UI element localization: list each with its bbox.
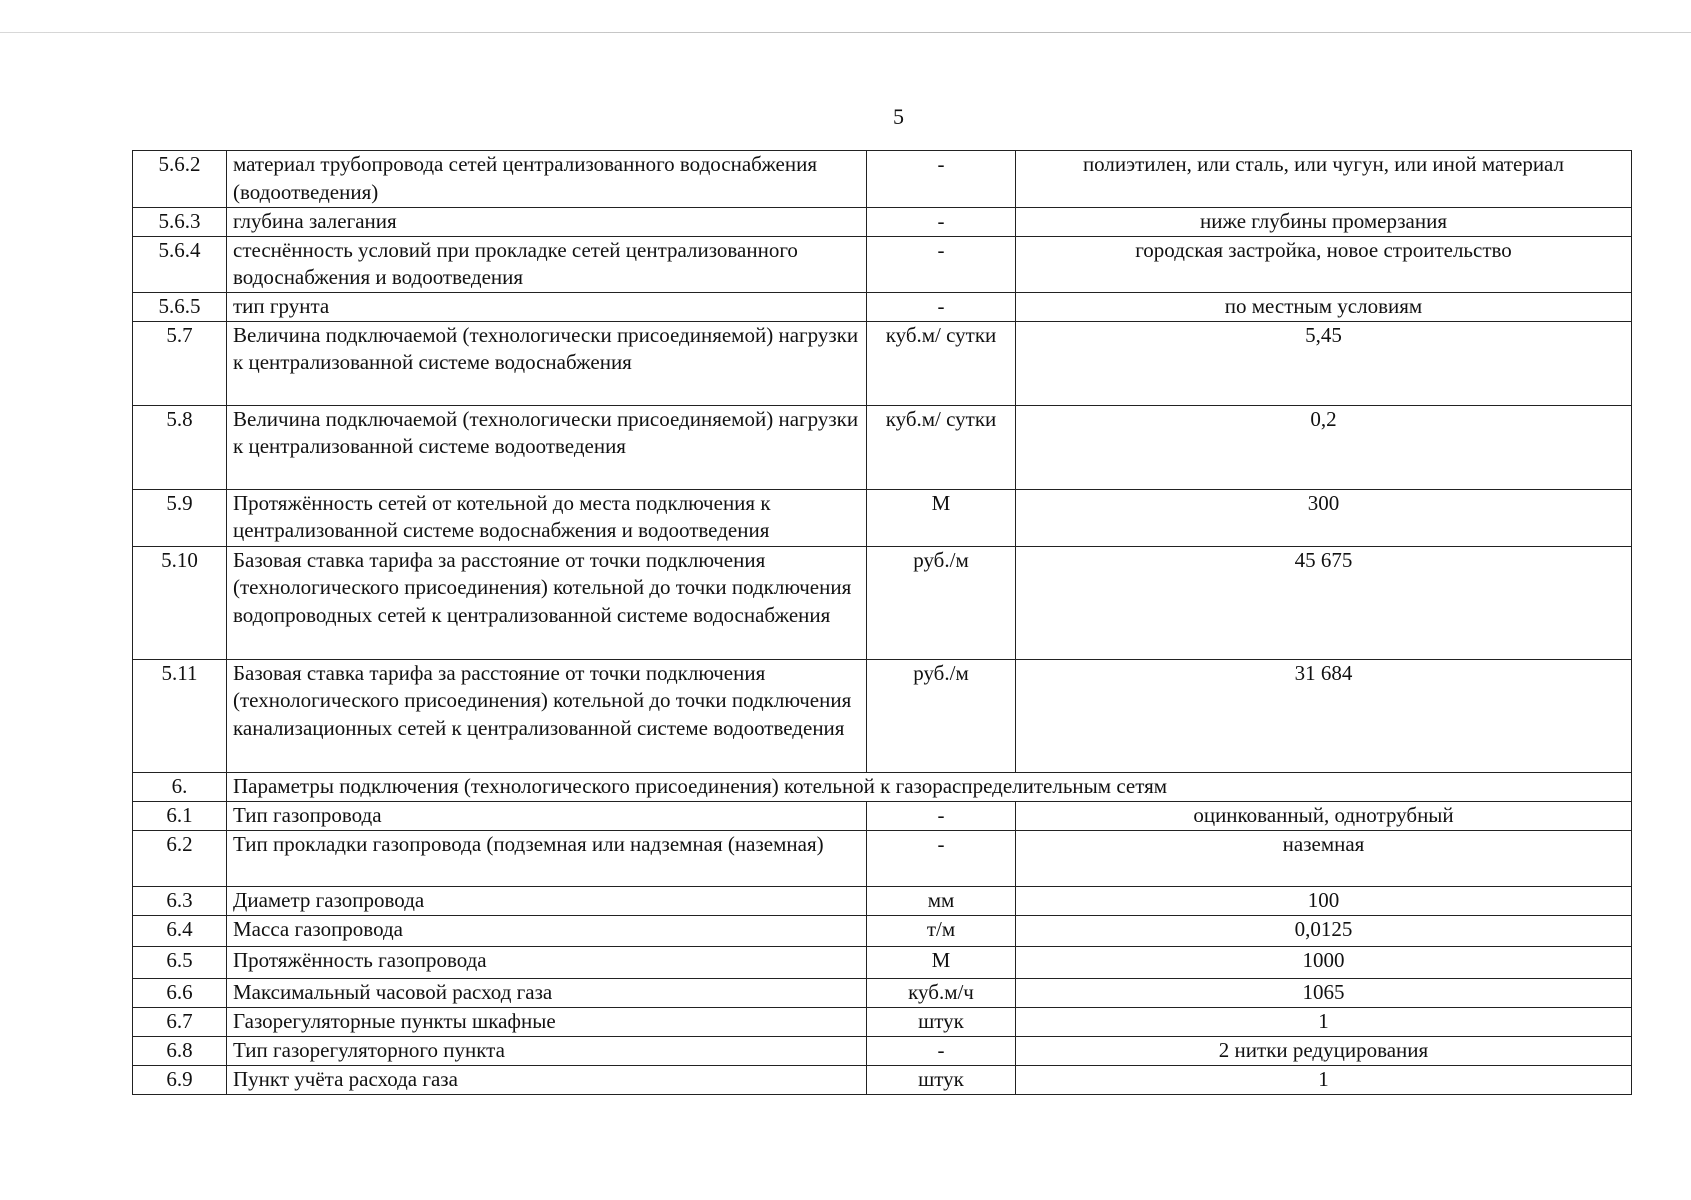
row-number: 6.5 — [133, 946, 227, 978]
table-row — [133, 915, 1632, 946]
row-unit: - — [867, 208, 1016, 237]
section-row — [133, 772, 1632, 801]
row-name: Базовая ставка тарифа за расстояние от точки подключения (технологического присоединения) котельной до точки подключения водопроводных сетей к централизованной системе водоснабжения — [227, 546, 867, 659]
row-number: 6.7 — [133, 1007, 227, 1036]
row-number: 6.4 — [133, 915, 227, 946]
row-number: 6.6 — [133, 978, 227, 1007]
table-row — [133, 292, 1632, 321]
row-value: 1 — [1016, 1065, 1632, 1094]
table-row — [133, 1036, 1632, 1065]
table-row — [133, 946, 1632, 978]
section-number: 6. — [133, 772, 227, 801]
row-value: городская застройка, новое строительство — [1016, 236, 1632, 292]
row-value: 31 684 — [1016, 659, 1632, 772]
table-row — [133, 978, 1632, 1007]
row-name: стеснённость условий при прокладке сетей централизованного водоснабжения и водоотведения — [227, 236, 867, 292]
row-number: 5.6.4 — [133, 236, 227, 292]
section-title: Параметры подключения (технологического присоединения) котельной к газораспределительным сетям — [227, 772, 1632, 801]
row-unit: - — [867, 830, 1016, 886]
row-value: 5,45 — [1016, 321, 1632, 405]
table-row — [133, 489, 1632, 546]
row-unit: руб./м — [867, 659, 1016, 772]
table-row — [133, 659, 1632, 772]
row-value: наземная — [1016, 830, 1632, 886]
row-name: Масса газопровода — [227, 915, 867, 946]
row-value: 0,2 — [1016, 405, 1632, 489]
row-unit: - — [867, 151, 1016, 208]
table-row — [133, 546, 1632, 659]
row-number: 5.7 — [133, 321, 227, 405]
row-value: по местным условиям — [1016, 292, 1632, 321]
row-number: 5.6.5 — [133, 292, 227, 321]
row-name: Максимальный часовой расход газа — [227, 978, 867, 1007]
row-name: Газорегуляторные пункты шкафные — [227, 1007, 867, 1036]
row-unit: - — [867, 801, 1016, 830]
row-number: 6.2 — [133, 830, 227, 886]
table-row — [133, 1065, 1632, 1094]
row-unit: М — [867, 489, 1016, 546]
row-name: Тип газопровода — [227, 801, 867, 830]
row-unit: куб.м/ сутки — [867, 405, 1016, 489]
row-name: Диаметр газопровода — [227, 886, 867, 915]
row-value: 300 — [1016, 489, 1632, 546]
row-unit: мм — [867, 886, 1016, 915]
row-name: глубина залегания — [227, 208, 867, 237]
table-row — [133, 1007, 1632, 1036]
table-row — [133, 801, 1632, 830]
row-name: Протяжённость газопровода — [227, 946, 867, 978]
row-number: 5.11 — [133, 659, 227, 772]
row-unit: т/м — [867, 915, 1016, 946]
parameters-table — [132, 150, 1632, 1095]
scan-edge-line — [0, 32, 1691, 33]
table-row — [133, 405, 1632, 489]
row-value: ниже глубины промерзания — [1016, 208, 1632, 237]
row-number: 5.6.3 — [133, 208, 227, 237]
row-unit: штук — [867, 1007, 1016, 1036]
row-name: Величина подключаемой (технологически присоединяемой) нагрузки к централизованной системе водоснабжения — [227, 321, 867, 405]
row-name: Тип газорегуляторного пункта — [227, 1036, 867, 1065]
row-number: 5.9 — [133, 489, 227, 546]
row-name: Протяжённость сетей от котельной до места подключения к централизованной системе водоснабжения и водоотведения — [227, 489, 867, 546]
row-number: 5.10 — [133, 546, 227, 659]
row-value: 1065 — [1016, 978, 1632, 1007]
row-name: тип грунта — [227, 292, 867, 321]
row-number: 5.6.2 — [133, 151, 227, 208]
row-unit: - — [867, 292, 1016, 321]
row-unit: куб.м/ сутки — [867, 321, 1016, 405]
row-number: 5.8 — [133, 405, 227, 489]
row-value: полиэтилен, или сталь, или чугун, или иной материал — [1016, 151, 1632, 208]
row-number: 6.3 — [133, 886, 227, 915]
table-row — [133, 151, 1632, 208]
row-unit: руб./м — [867, 546, 1016, 659]
row-unit: штук — [867, 1065, 1016, 1094]
row-name: Тип прокладки газопровода (подземная или надземная (наземная) — [227, 830, 867, 886]
row-name: Базовая ставка тарифа за расстояние от точки подключения (технологического присоединения) котельной до точки подключения канализационных сетей к централизованной системе водоотведения — [227, 659, 867, 772]
row-value: 45 675 — [1016, 546, 1632, 659]
row-value: оцинкованный, однотрубный — [1016, 801, 1632, 830]
row-unit: М — [867, 946, 1016, 978]
row-name: Пункт учёта расхода газа — [227, 1065, 867, 1094]
table-row — [133, 236, 1632, 292]
row-value: 2 нитки редуцирования — [1016, 1036, 1632, 1065]
page-number: 5 — [893, 104, 904, 129]
row-value: 0,0125 — [1016, 915, 1632, 946]
row-value: 100 — [1016, 886, 1632, 915]
row-number: 6.8 — [133, 1036, 227, 1065]
table-row — [133, 321, 1632, 405]
row-number: 6.9 — [133, 1065, 227, 1094]
row-name: материал трубопровода сетей централизованного водоснабжения (водоотведения) — [227, 151, 867, 208]
row-unit: - — [867, 1036, 1016, 1065]
row-value: 1 — [1016, 1007, 1632, 1036]
row-name: Величина подключаемой (технологически присоединяемой) нагрузки к централизованной системе водоотведения — [227, 405, 867, 489]
table-row — [133, 830, 1632, 886]
row-number: 6.1 — [133, 801, 227, 830]
table-row — [133, 886, 1632, 915]
table-row — [133, 208, 1632, 237]
row-unit: куб.м/ч — [867, 978, 1016, 1007]
row-unit: - — [867, 236, 1016, 292]
row-value: 1000 — [1016, 946, 1632, 978]
